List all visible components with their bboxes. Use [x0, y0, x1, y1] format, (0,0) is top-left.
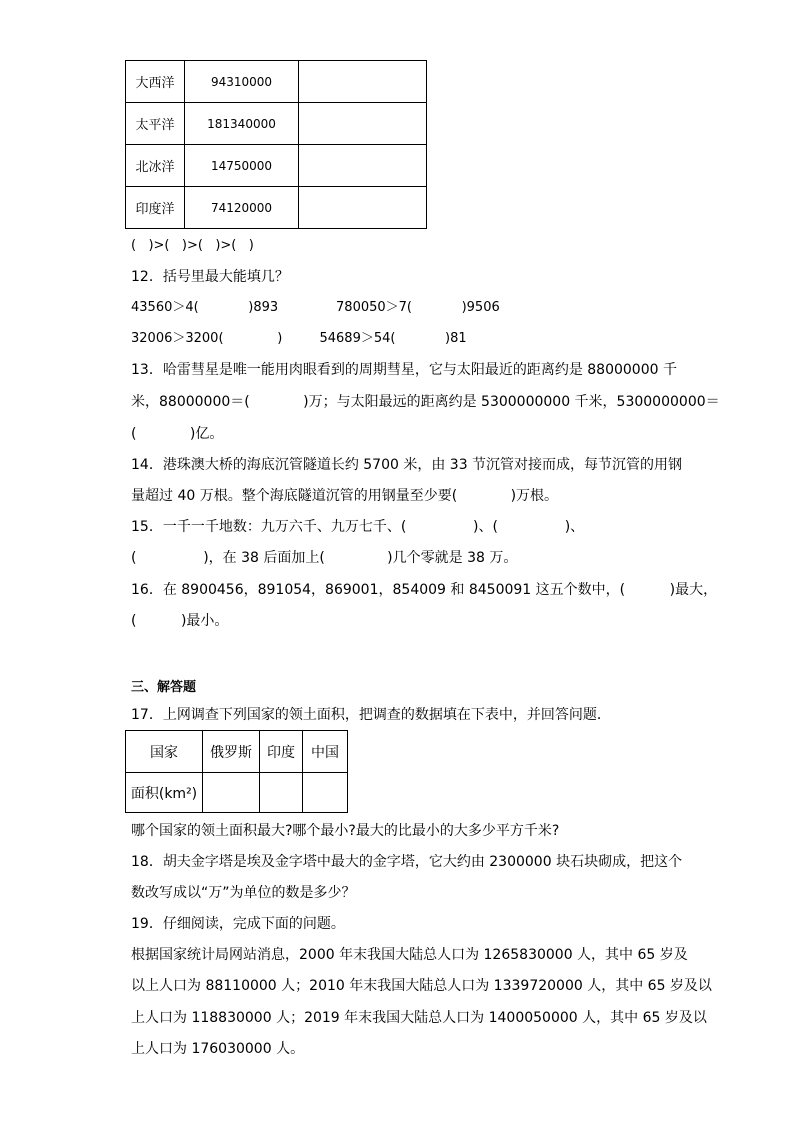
q12-row1: 43560＞4( )893 780050＞7( )9506: [131, 300, 500, 315]
q16-line1: 16．在 8900456，891054，869001，854009 和 8450091 这五个数中，( )最大，: [131, 582, 718, 598]
table-row: [126, 103, 427, 145]
ocean-value-cell: 14750000: [185, 145, 299, 187]
answer-cell: [203, 773, 260, 813]
q14-line1: 14．港珠澳大桥的海底沉管隧道长约 5700 米，由 33 节沉管对接而成，每节沉管的用钢: [131, 457, 683, 473]
q17-intro: 17．上网调查下列国家的领土面积，把调查的数据填在下表中，并回答问题．: [131, 707, 611, 723]
q17-question: 哪个国家的领土面积最大?哪个最小?最大的比最小的大多少平方千米?: [131, 823, 560, 839]
q13-line1: 13．哈雷彗星是唯一能用肉眼看到的周期彗星，它与太阳最近的距离约是 88000000 千: [131, 362, 677, 378]
ocean-name-cell: 太平洋: [126, 103, 185, 145]
table-row: [126, 61, 427, 103]
ocean-name-cell: 大西洋: [126, 61, 185, 103]
header-cell-india: 印度: [260, 731, 303, 773]
header-cell-country: 国家: [126, 731, 203, 773]
q15-line1: 15．一千一千地数：九万六千、九万七千、( )、( )、: [131, 519, 585, 535]
section-heading: 三、解答题: [131, 680, 197, 695]
answer-cell: [260, 773, 303, 813]
q19-line2: 以上人口为 88110000 人；2010 年末我国大陆总人口为 1339720000 人，其中 65 岁及以: [131, 978, 712, 994]
q12-row2: 32006＞3200( ) 54689＞54( )81: [131, 331, 467, 346]
ocean-value-cell: 74120000: [185, 187, 299, 229]
q19-line4: 上人口为 176030000 人。: [131, 1041, 305, 1057]
q15-line2: ( )，在 38 后面加上( )几个零就是 38 万。: [131, 550, 518, 566]
table-row: [126, 187, 427, 229]
q18-line2: 数改写成以“万”为单位的数是多少？: [131, 885, 356, 901]
q19-line1: 根据国家统计局网站消息，2000 年末我国大陆总人口为 1265830000 人，其中 65 岁及: [131, 947, 688, 963]
answer-cell: [303, 773, 348, 813]
answer-cell: [299, 103, 427, 145]
header-cell-china: 中国: [303, 731, 348, 773]
answer-cell: [299, 61, 427, 103]
country-area-table: [125, 730, 348, 813]
table-row: [126, 731, 348, 773]
q14-line2: 量超过 40 万根。整个海底隧道沉管的用钢量至少要( )万根。: [131, 488, 559, 504]
ocean-name-cell: 北冰洋: [126, 145, 185, 187]
ocean-value-cell: 181340000: [185, 103, 299, 145]
row-label-area: 面积(km²): [126, 773, 203, 813]
q19-line3: 上人口为 118830000 人；2019 年末我国大陆总人口为 1400050000 人，其中 65 岁及以: [131, 1010, 707, 1026]
q13-line3: ( )亿。: [131, 426, 224, 442]
q19-title: 19．仔细阅读，完成下面的问题。: [131, 916, 345, 932]
answer-cell: [299, 145, 427, 187]
ocean-area-table: [125, 60, 427, 229]
ocean-value-cell: 94310000: [185, 61, 299, 103]
table-row: [126, 773, 348, 813]
order-blanks: ( )>( )>( )>( ): [131, 238, 254, 253]
q18-line1: 18．胡夫金字塔是埃及金字塔中最大的金字塔，它大约由 2300000 块石块砌成，把这个: [131, 854, 683, 870]
q13-line2: 米，88000000＝( )万；与太阳最远的距离约是 5300000000 千米，5300000000＝: [131, 394, 720, 410]
header-cell-russia: 俄罗斯: [203, 731, 260, 773]
table-row: [126, 145, 427, 187]
q12-title: 12．括号里最大能填几？: [131, 269, 289, 285]
ocean-name-cell: 印度洋: [126, 187, 185, 229]
q16-line2: ( )最小。: [131, 613, 229, 629]
answer-cell: [299, 187, 427, 229]
